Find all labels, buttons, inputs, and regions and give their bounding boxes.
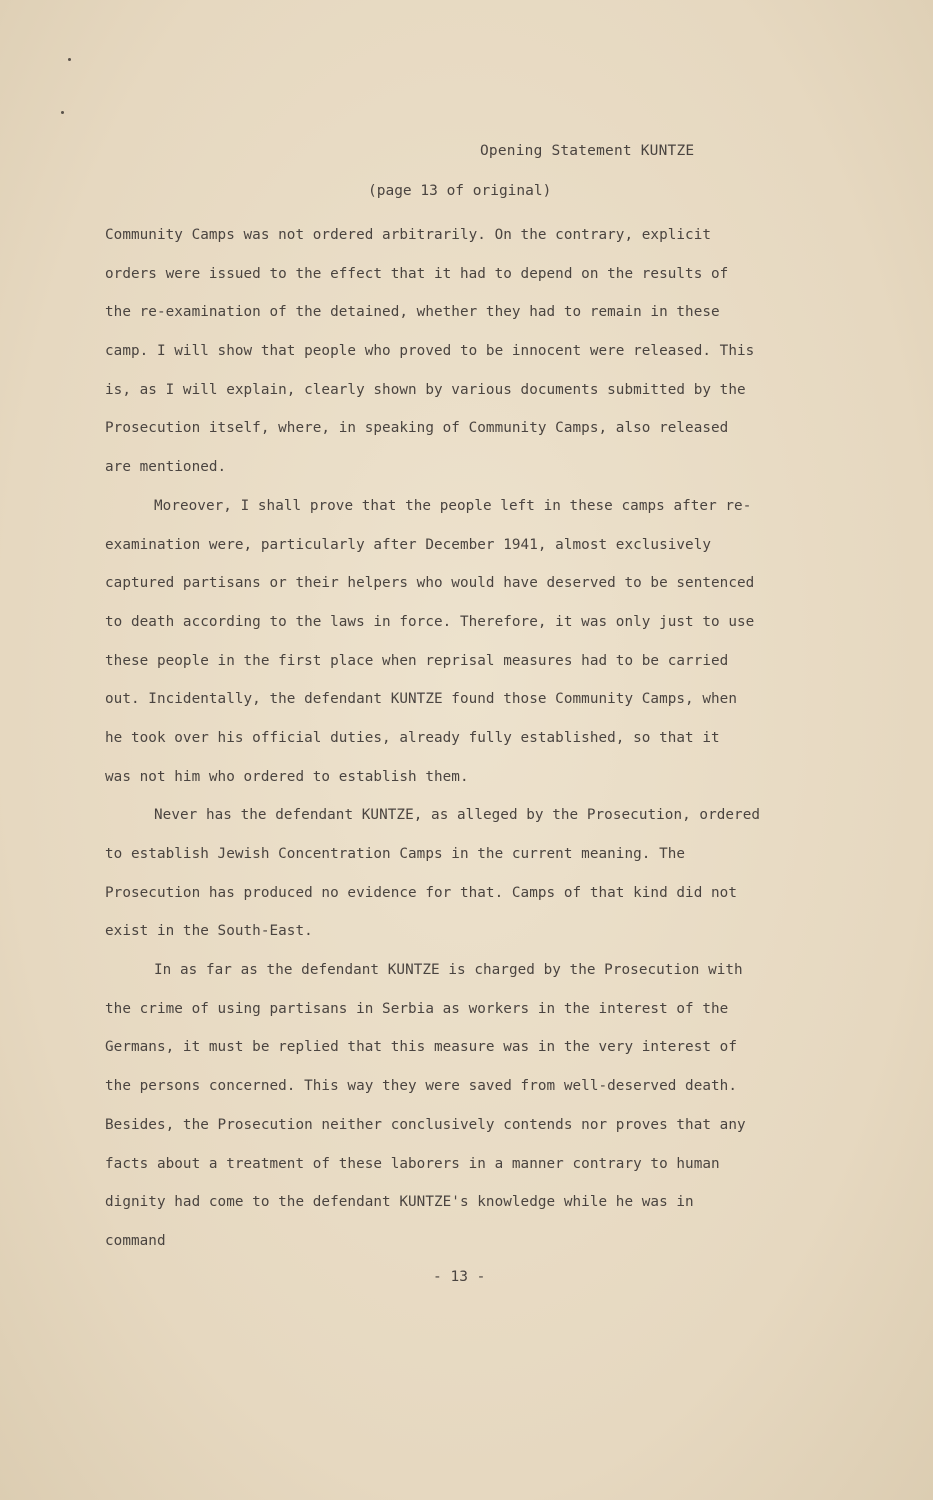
text-line: captured partisans or their helpers who would have deserved to be sentenced [105, 575, 755, 592]
text-line: Community Camps was not ordered arbitrarily. On the contrary, explicit [105, 227, 712, 243]
paragraph-start-line: Never has the defendant KUNTZE, as alleged by the Prosecution, ordered [154, 807, 761, 824]
text-line: orders were issued to the effect that it had to depend on the results of [105, 265, 729, 282]
text-line: to death according to the laws in force. Therefore, it was only just to use [105, 613, 755, 630]
text-line: command [105, 1232, 166, 1249]
text-line: the persons concerned. This way they were saved from well-deserved death. [105, 1078, 737, 1095]
text-line: these people in the first place when reprisal measures had to be carried [105, 652, 729, 669]
text-line: are mentioned. [105, 459, 227, 476]
paragraph-start-line: In as far as the defendant KUNTZE is charged by the Prosecution with [154, 962, 743, 979]
text-line: Germans, it must be replied that this measure was in the very interest of [105, 1039, 737, 1056]
text-line: was not him who ordered to establish them. [105, 768, 469, 785]
text-line: the re-examination of the detained, whether they had to remain in these [105, 304, 720, 321]
text-line: dignity had come to the defendant KUNTZE's knowledge while he was in [105, 1194, 694, 1211]
text-line: camp. I will show that people who proved to be innocent were released. This [105, 343, 755, 360]
page-number: - 13 - [433, 1269, 486, 1285]
text-line: he took over his official duties, already fully established, so that it [105, 729, 720, 746]
text-line: is, as I will explain, clearly shown by various documents submitted by the [105, 381, 746, 398]
text-line: Prosecution itself, where, in speaking of Community Camps, also released [105, 420, 729, 437]
text-line: out. Incidentally, the defendant KUNTZE found those Community Camps, when [105, 691, 737, 708]
document-title: Opening Statement KUNTZE [480, 143, 695, 159]
statement-body [105, 222, 845, 1267]
text-line: examination were, particularly after December 1941, almost exclusively [105, 536, 712, 553]
text-line: Besides, the Prosecution neither conclusively contends nor proves that any [105, 1116, 746, 1133]
paragraph-start-line: Moreover, I shall prove that the people left in these camps after re- [154, 497, 752, 514]
text-line: to establish Jewish Concentration Camps in the current meaning. The [105, 846, 686, 862]
text-line: Prosecution has produced no evidence for that. Camps of that kind did not [105, 884, 737, 901]
text-line: the crime of using partisans in Serbia as workers in the interest of the [105, 1000, 729, 1017]
text-line: facts about a treatment of these laborers in a manner contrary to human [105, 1155, 720, 1172]
text-line: exist in the South-East. [105, 923, 313, 940]
original-page-reference: (page 13 of original) [368, 183, 552, 199]
paper-speck [61, 111, 64, 114]
paper-speck [68, 58, 71, 61]
